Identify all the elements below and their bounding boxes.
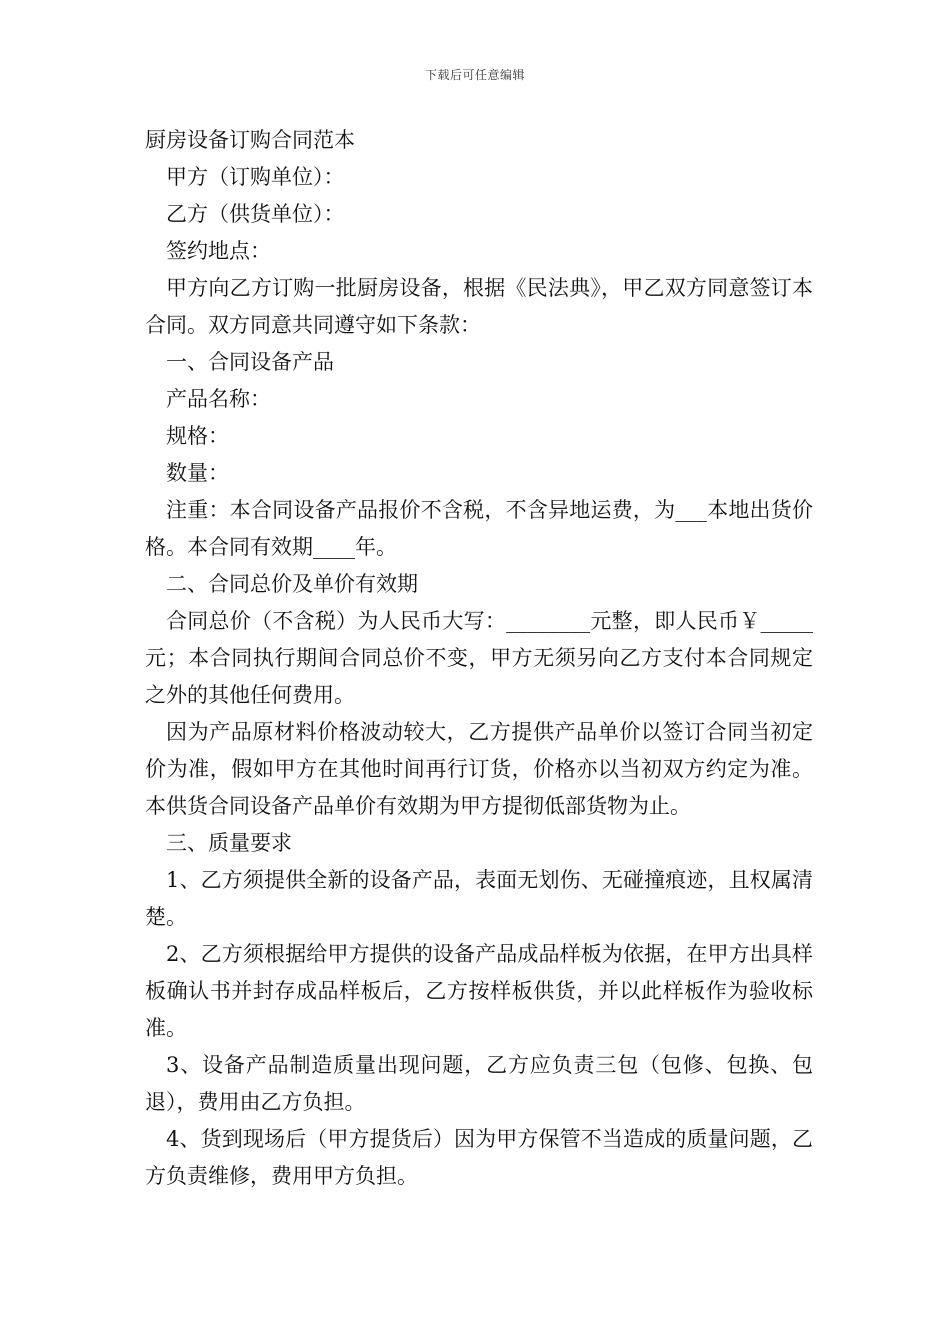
- section-2-heading: 二、合同总价及单价有效期: [166, 572, 418, 596]
- contract-body: [145, 122, 813, 1195]
- quantity-line: 数量：: [166, 461, 229, 485]
- quality-item-3: 3、设备产品制造质量出现问题，乙方应负责三包（包修、包换、包退），费用由乙方负担。: [145, 1053, 813, 1114]
- product-name-line: 产品名称：: [166, 387, 271, 411]
- party-b-line: 乙方（供货单位）：: [166, 202, 345, 226]
- spec-line: 规格：: [166, 424, 229, 448]
- section-1-heading: 一、合同设备产品: [166, 350, 334, 374]
- party-a-line: 甲方（订购单位）：: [166, 165, 345, 189]
- contract-title: 厨房设备订购合同范本: [145, 128, 355, 152]
- quality-item-2: 2、乙方须根据给甲方提供的设备产品成品样板为依据，在甲方出具样板确认书并封存成品样板后，乙方按样板供货，并以此样板作为验收标准。: [145, 942, 813, 1040]
- unit-price-paragraph: 因为产品原材料价格波动较大，乙方提供产品单价以签订合同当初定价为准，假如甲方在其他时间再行订货，价格亦以当初双方约定为准。本供货合同设备产品单价有效期为甲方提彻低部货物为止。: [145, 720, 813, 818]
- intro-paragraph: 甲方向乙方订购一批厨房设备，根据《民法典》，甲乙双方同意签订本合同。双方同意共同遵守如下条款：: [145, 276, 813, 337]
- quality-item-1: 1、乙方须提供全新的设备产品，表面无划伤、无碰撞痕迹，且权属清楚。: [145, 868, 813, 929]
- section-1-note: 注重：本合同设备产品报价不含税，不含异地运费，为___本地出货价格。本合同有效期____年。: [145, 498, 813, 559]
- header-note: 下载后可任意编辑: [424, 68, 525, 82]
- sign-place-line: 签约地点：: [166, 239, 271, 263]
- quality-item-4: 4、货到现场后（甲方提货后）因为甲方保管不当造成的质量问题，乙方负责维修，费用甲方负担。: [145, 1127, 813, 1188]
- total-price-paragraph: 合同总价（不含税）为人民币大写：________元整，即人民币￥_____元；本合同执行期间合同总价不变，甲方无须另向乙方支付本合同规定之外的其他任何费用。: [145, 609, 813, 707]
- section-3-heading: 三、质量要求: [166, 831, 292, 855]
